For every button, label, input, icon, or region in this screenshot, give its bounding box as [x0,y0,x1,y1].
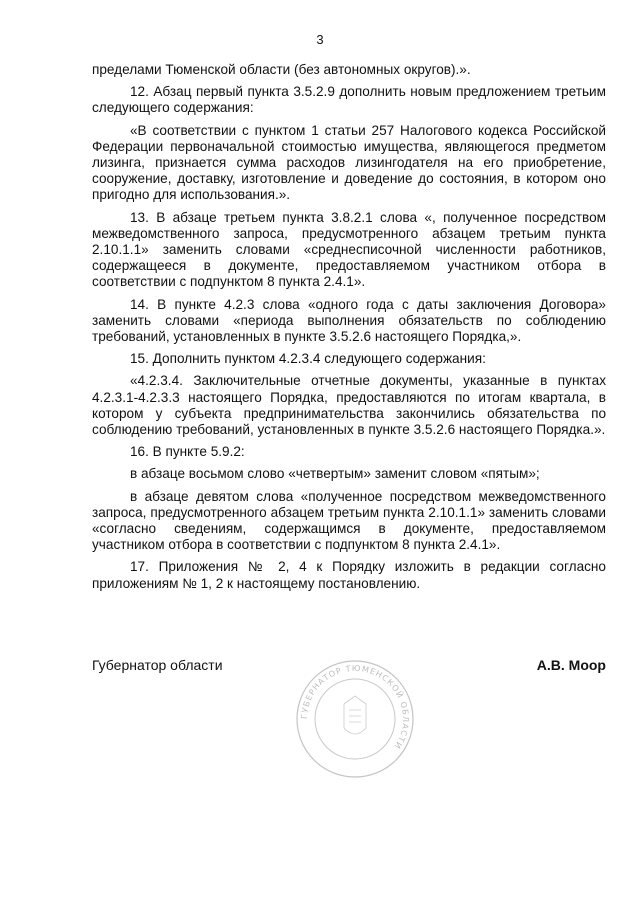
paragraph-continuation: пределами Тюменской области (без автономных округов).». [92,62,471,77]
paragraph-quote-leasing: «В соответствии с пунктом 1 статьи 257 Налогового кодекса Российской Федерации первоначальной стоимостью имущества, являющегося предметом лизинга, признается сумма расходов лизингодателя на его приобретение, сооружение, доставку, изготовление и доведение до состояния, в котором оно пригодно для использования.». [92,122,606,203]
paragraph-item-17: 17. Приложения № 2, 4 к Порядку изложить в редакции согласно приложениям № 1, 2 к настоящему постановлению. [92,559,606,591]
paragraph-item-12: 12. Абзац первый пункта 3.5.2.9 дополнить новым предложением третьим следующего содержания: [92,84,606,116]
page-number: 3 [316,32,324,47]
paragraph-quote-4-2-3-4: «4.2.3.4. Заключительные отчетные документы, указанные в пунктах 4.2.3.1-4.2.3.3 настоящего Порядка, предоставляются по итогам квартала, в котором у субъекта предпринимательства закончились обязательства по соблюдению требований, установленных в пункте 3.5.2.6 настоящего Порядка.». [92,373,606,438]
seal-ring-text: ГУБЕРНАТОР ТЮМЕНСКОЙ ОБЛАСТИ [299,663,411,751]
paragraph-item-13: 13. В абзаце третьем пункта 3.8.2.1 слова «, полученное посредством межведомственного запроса, предусмотренного абзацем третьим пункта 2.10.1.1» заменить словами «среднесписочной численности работников, содержащееся в документе, предоставляемом участником отбора в соответствии с подпунктом 8 пункта 2.4.1». [92,209,606,290]
paragraph-item-14: 14. В пункте 4.2.3 слова «одного года с даты заключения Договора» заменить словами «периода выполнения обязательств по соблюдению требований, установленных в пункте 3.5.2.6 настоящего Порядка,». [92,296,606,345]
paragraph-item-16: 16. В пункте 5.9.2: [130,444,245,460]
paragraph-item-16-a: в абзаце восьмом слово «четвертым» заменит словом «пятым»; [130,466,540,482]
paragraph-item-16-b: в абзаце девятом слова «полученное посредством межведомственного запроса, предусмотренного абзацем третьим пункта 2.10.1.1» заменить словами «согласно сведениям, содержащимся в документе, предоставляемом участником отбора в соответствии с подпунктом 8 пункта 2.4.1». [92,488,606,553]
document-body [92,62,606,598]
paragraph-item-15: 15. Дополнить пунктом 4.2.3.4 следующего содержания: [130,351,486,367]
official-seal [294,658,416,780]
signatory-name: А.В. Моор [536,657,606,673]
signatory-role: Губернатор области [92,657,223,673]
